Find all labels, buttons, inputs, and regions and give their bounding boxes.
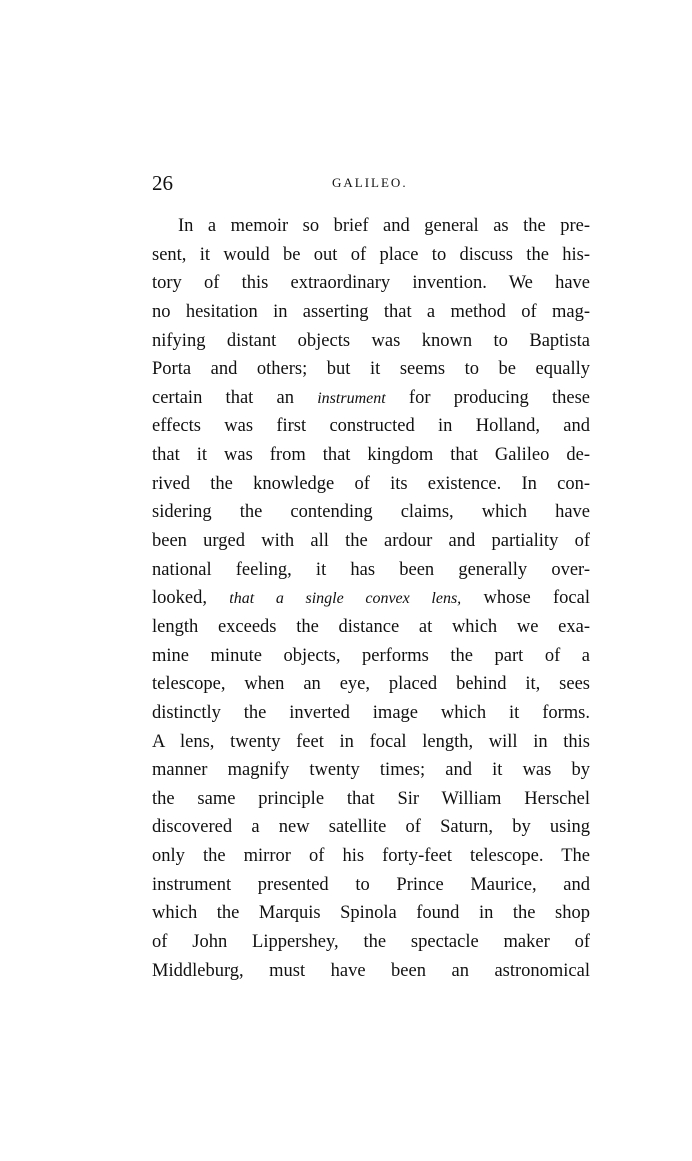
italic-text-segment: instrument	[317, 389, 386, 407]
running-head: GALILEO.	[332, 175, 408, 190]
text-line: rived the knowledge of its existence. In con-	[152, 473, 590, 494]
text-line: length exceeds the distance at which we exa-	[152, 616, 590, 637]
text-line: Porta and others; but it seems to be equally	[152, 359, 590, 380]
text-segment: whose focal	[461, 588, 590, 609]
text-line: tory of this extraordinary invention. We have	[152, 273, 590, 294]
text-line: the same principle that Sir William Herschel	[152, 788, 590, 809]
text-line: A lens, twenty feet in focal length, will in this	[152, 731, 590, 752]
text-line: that it was from that kingdom that Galileo de-	[152, 445, 590, 466]
text-line: telescope, when an eye, placed behind it, sees	[152, 674, 590, 695]
page-number: 26	[152, 171, 173, 195]
text-segment: certain that an	[152, 387, 318, 408]
text-line: nifying distant objects was known to Baptista	[152, 330, 590, 351]
text-line: discovered a new satellite of Saturn, by using	[152, 817, 590, 838]
text-line: mine minute objects, performs the part of a	[152, 645, 590, 666]
page-header	[152, 168, 592, 198]
text-line: sent, it would be out of place to discuss the his-	[152, 244, 590, 265]
text-line: In a memoir so brief and general as the pre-	[178, 216, 590, 236]
italic-text-segment: that a single convex lens,	[229, 590, 462, 608]
text-line: of John Lippershey, the spectacle maker of	[152, 932, 590, 953]
text-line: which the Marquis Spinola found in the shop	[152, 903, 590, 924]
text-segment: for producing these	[385, 387, 590, 408]
text-line: national feeling, it has been generally over-	[152, 559, 590, 580]
text-line: only the mirror of his forty-feet telescope. The	[152, 846, 590, 867]
text-line: been urged with all the ardour and partiality of	[152, 531, 590, 552]
text-line: distinctly the inverted image which it forms.	[152, 702, 590, 723]
text-line: no hesitation in asserting that a method of mag-	[152, 301, 590, 322]
text-line	[152, 584, 590, 613]
text-line: manner magnify twenty times; and it was by	[152, 760, 590, 781]
text-line: Middleburg, must have been an astronomical	[152, 960, 590, 981]
text-segment: looked,	[152, 588, 230, 609]
text-line: effects was first constructed in Holland, and	[152, 416, 590, 437]
body-text	[152, 212, 590, 985]
text-line: sidering the contending claims, which have	[152, 502, 590, 523]
text-line	[152, 384, 590, 413]
text-line: instrument presented to Prince Maurice, and	[152, 874, 590, 895]
